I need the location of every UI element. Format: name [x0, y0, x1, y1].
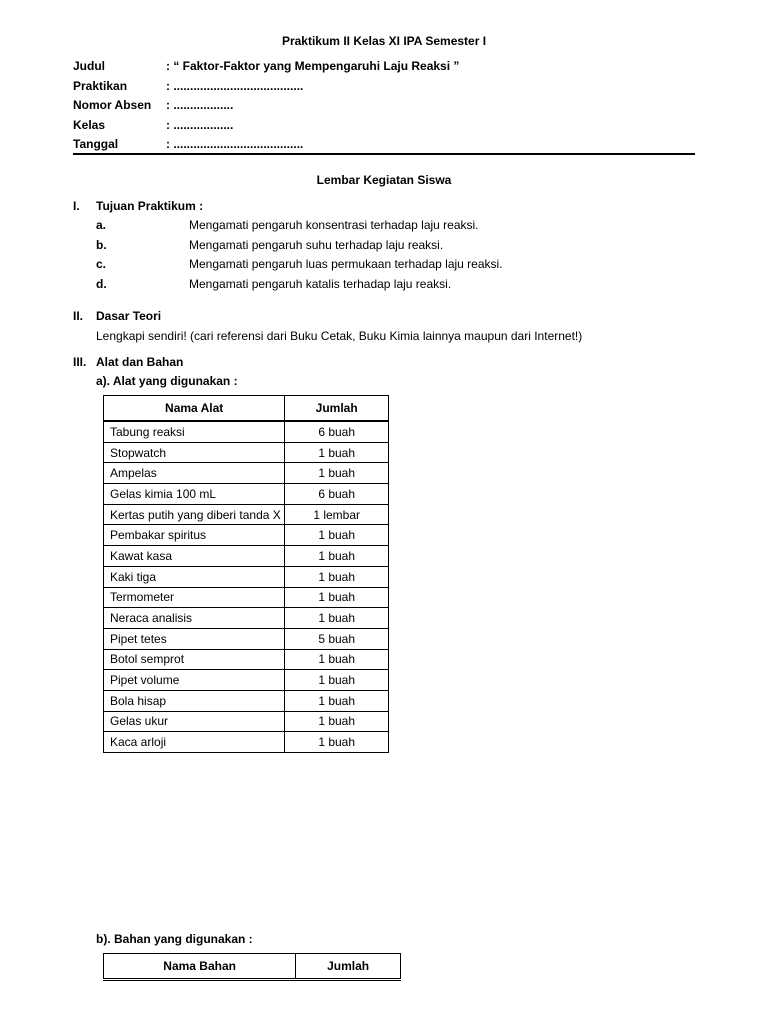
info-label: Kelas	[73, 118, 106, 132]
table-row	[104, 649, 389, 670]
table-row	[104, 463, 389, 484]
alat-qty-cell: 1 buah	[285, 442, 389, 463]
info-value: : ..................	[166, 98, 234, 112]
alat-name-cell: Pipet tetes	[104, 628, 285, 649]
alat-qty-cell: 1 buah	[285, 649, 389, 670]
alat-qty-cell: 1 buah	[285, 670, 389, 691]
alat-name-cell: Tabung reaksi	[104, 421, 285, 442]
alat-name-cell: Kaca arloji	[104, 732, 285, 753]
alat-name-cell: Gelas kimia 100 mL	[104, 484, 285, 505]
alat-qty-cell: 1 buah	[285, 587, 389, 608]
section-2-number: II.	[73, 309, 84, 323]
alat-qty-cell: 1 buah	[285, 690, 389, 711]
table-row	[104, 504, 389, 525]
table-row	[104, 566, 389, 587]
table-row	[104, 442, 389, 463]
alat-name-cell: Pipet volume	[104, 670, 285, 691]
alat-name-cell: Botol semprot	[104, 649, 285, 670]
alat-qty-cell: 6 buah	[285, 421, 389, 442]
info-label: Praktikan	[73, 79, 128, 93]
alat-name-cell: Pembakar spiritus	[104, 525, 285, 546]
info-value: : .......................................	[166, 137, 304, 151]
goal-text: Mengamati pengaruh suhu terhadap laju reaksi.	[189, 238, 444, 252]
column-header-nama-bahan: Nama Bahan	[104, 954, 296, 980]
table-row	[104, 421, 389, 442]
alat-name-cell: Kawat kasa	[104, 546, 285, 567]
alat-name-cell: Termometer	[104, 587, 285, 608]
alat-table	[103, 395, 389, 753]
table-row	[104, 484, 389, 505]
table-row	[104, 525, 389, 546]
table-row	[104, 608, 389, 629]
alat-qty-cell: 1 buah	[285, 525, 389, 546]
alat-qty-cell: 1 buah	[285, 546, 389, 567]
info-value: : “ Faktor-Faktor yang Mempengaruhi Laju Reaksi ”	[166, 59, 460, 73]
alat-name-cell: Bola hisap	[104, 690, 285, 711]
table-header-row	[104, 396, 389, 422]
section-1-title: Tujuan Praktikum :	[96, 199, 204, 213]
alat-name-cell: Kaki tiga	[104, 566, 285, 587]
alat-qty-cell: 5 buah	[285, 628, 389, 649]
table-row	[104, 732, 389, 753]
table-row	[104, 587, 389, 608]
document-title: Praktikum II Kelas XI IPA Semester I	[281, 34, 487, 48]
alat-name-cell: Kertas putih yang diberi tanda X	[104, 504, 285, 525]
alat-name-cell: Neraca analisis	[104, 608, 285, 629]
info-label: Tanggal	[73, 137, 119, 151]
alat-qty-cell: 1 buah	[285, 732, 389, 753]
table-header-row	[104, 954, 401, 980]
alat-name-cell: Stopwatch	[104, 442, 285, 463]
alat-qty-cell: 1 buah	[285, 711, 389, 732]
alat-qty-cell: 6 buah	[285, 484, 389, 505]
theory-instruction: Lengkapi sendiri! (cari referensi dari Buku Cetak, Buku Kimia lainnya maupun dari Internet!)	[96, 329, 583, 343]
table-row	[104, 546, 389, 567]
worksheet-subtitle: Lembar Kegiatan Siswa	[316, 173, 452, 187]
table-row	[104, 711, 389, 732]
goal-letter: a.	[96, 218, 107, 232]
section-1-number: I.	[73, 199, 80, 213]
info-value: : ..................	[166, 118, 234, 132]
table-row	[104, 670, 389, 691]
info-label: Judul	[73, 59, 105, 73]
column-header-nama-alat: Nama Alat	[104, 396, 285, 422]
alat-name-cell: Ampelas	[104, 463, 285, 484]
section-3-title: Alat dan Bahan	[96, 355, 184, 369]
alat-qty-cell: 1 buah	[285, 566, 389, 587]
goal-letter: c.	[96, 257, 107, 271]
column-header-jumlah: Jumlah	[296, 954, 401, 980]
info-label: Nomor Absen	[73, 98, 152, 112]
section-2-title: Dasar Teori	[96, 309, 162, 323]
goal-text: Mengamati pengaruh konsentrasi terhadap laju reaksi.	[189, 218, 479, 232]
alat-qty-cell: 1 buah	[285, 608, 389, 629]
column-header-jumlah: Jumlah	[285, 396, 389, 422]
info-value: : .......................................	[166, 79, 304, 93]
alat-qty-cell: 1 lembar	[285, 504, 389, 525]
bahan-table	[103, 953, 401, 981]
table-row	[104, 690, 389, 711]
alat-heading: a). Alat yang digunakan :	[96, 374, 238, 388]
goal-text: Mengamati pengaruh luas permukaan terhadap laju reaksi.	[189, 257, 503, 271]
table-row	[104, 628, 389, 649]
bahan-heading: b). Bahan yang digunakan :	[96, 932, 253, 946]
header-divider	[73, 153, 695, 155]
alat-qty-cell: 1 buah	[285, 463, 389, 484]
section-3-number: III.	[73, 355, 87, 369]
goal-letter: d.	[96, 277, 107, 291]
goal-letter: b.	[96, 238, 107, 252]
goal-text: Mengamati pengaruh katalis terhadap laju reaksi.	[189, 277, 452, 291]
alat-name-cell: Gelas ukur	[104, 711, 285, 732]
